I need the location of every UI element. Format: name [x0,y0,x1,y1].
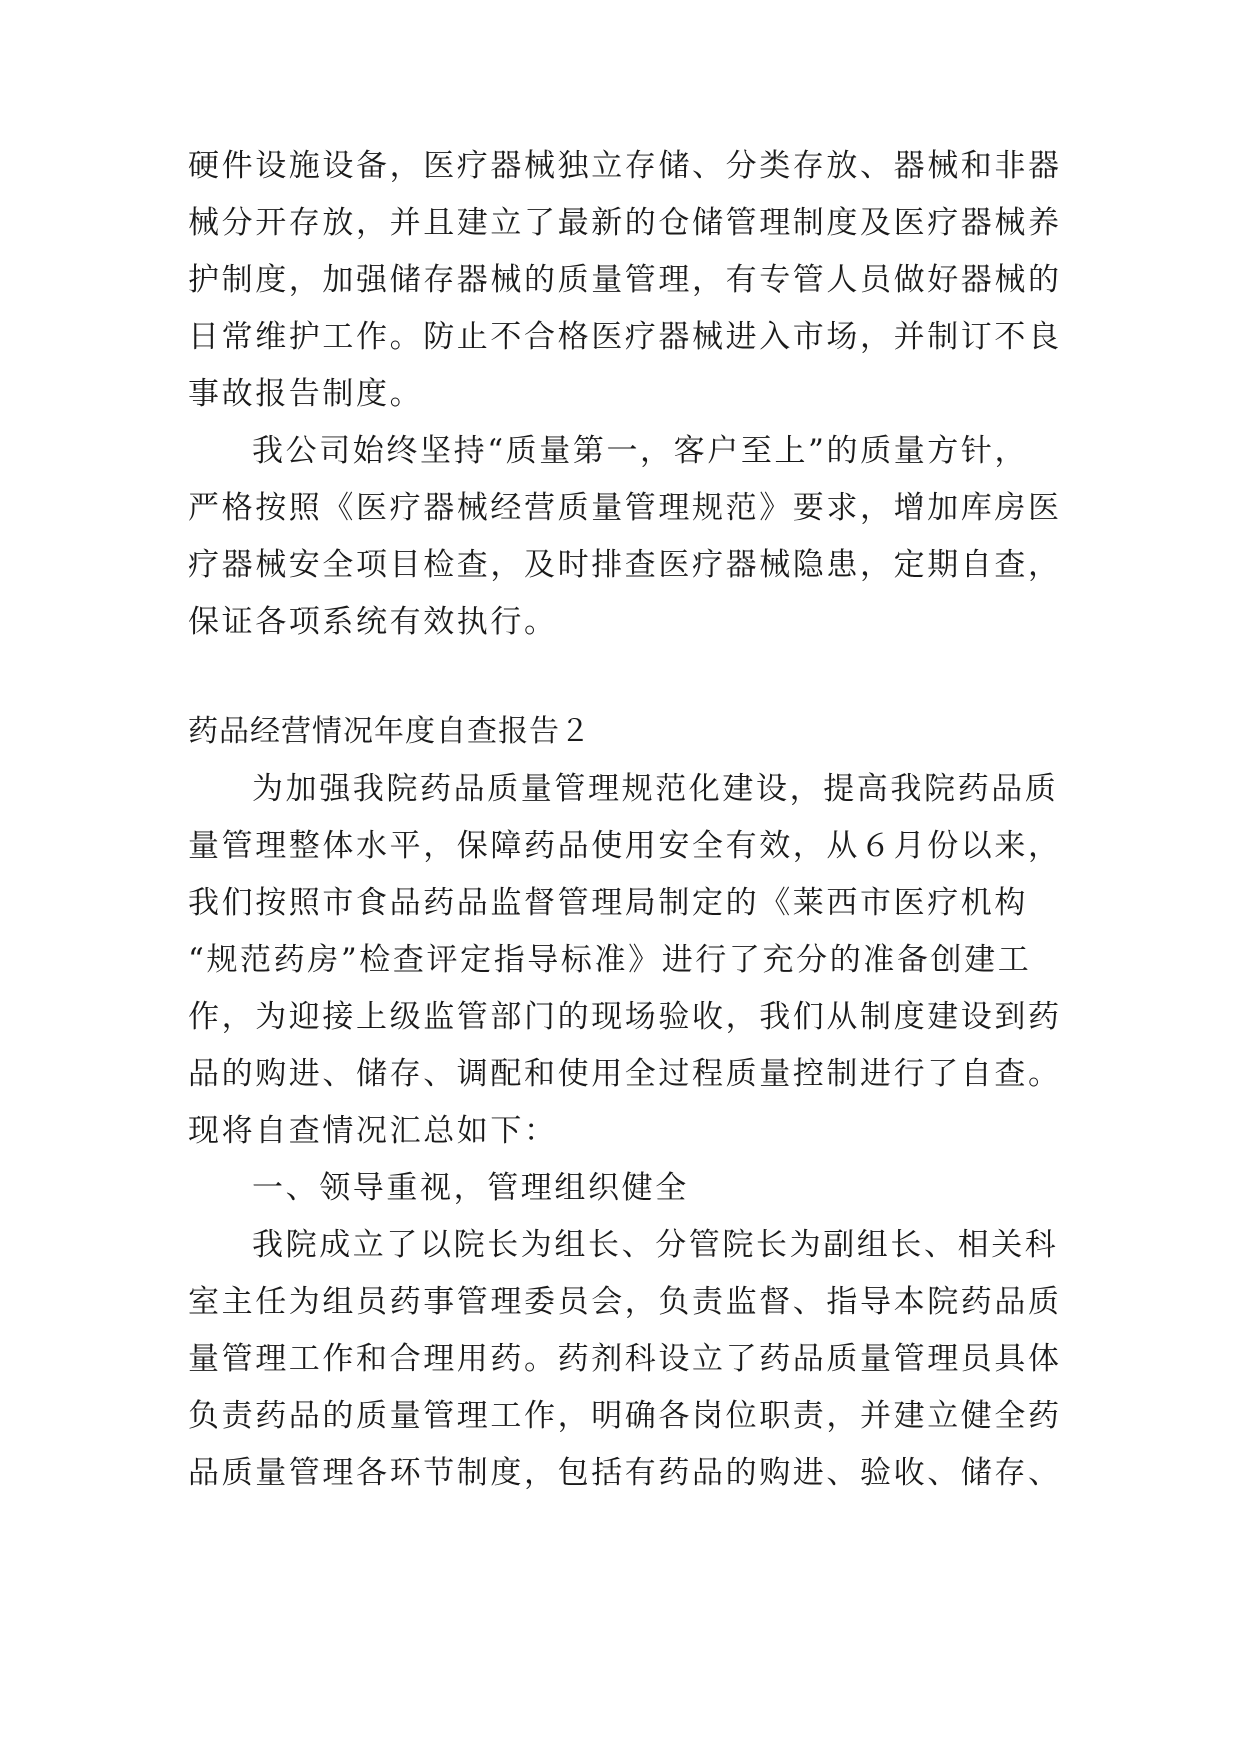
text-line: 品的购进、储存、调配和使用全过程质量控制进行了自查。 [188,1056,1062,1092]
text-line: 日常维护工作。防止不合格医疗器械进入市场，并制订不良 [188,319,1062,355]
text-line: 护制度，加强储存器械的质量管理，有专管人员做好器械的 [188,262,1062,298]
text-line: 严格按照《医疗器械经营质量管理规范》要求，增加库房医 [188,490,1062,526]
text-line: 量管理整体水平，保障药品使用安全有效，从６月份以来， [188,828,1062,864]
text-line: 疗器械安全项目检查，及时排查医疗器械隐患，定期自查， [188,547,1062,583]
text-line: 负责药品的质量管理工作，明确各岗位职责，并建立健全药 [188,1398,1062,1434]
text-line: 保证各项系统有效执行。 [188,604,558,640]
text-line: 作，为迎接上级监管部门的现场验收，我们从制度建设到药 [188,999,1062,1035]
paragraph-first-line: 我公司始终坚持“质量第一，客户至上”的质量方针， [252,433,1029,469]
text-line: 事故报告制度。 [188,376,424,412]
text-line: 硬件设施设备，医疗器械独立存储、分类存放、器械和非器 [188,148,1062,184]
text-line: 量管理工作和合理用药。药剂科设立了药品质量管理员具体 [188,1341,1062,1377]
text-line: 械分开存放，并且建立了最新的仓储管理制度及医疗器械养 [188,205,1062,241]
text-line: 品质量管理各环节制度，包括有药品的购进、验收、储存、 [188,1455,1062,1491]
paragraph-first-line: 我院成立了以院长为组长、分管院长为副组长、相关科 [252,1227,1059,1263]
text-line: 室主任为组员药事管理委员会，负责监督、指导本院药品质 [188,1284,1062,1320]
section-subheading: 一、领导重视，管理组织健全 [252,1170,689,1206]
paragraph-first-line: 为加强我院药品质量管理规范化建设，提高我院药品质 [252,771,1059,807]
text-line: “规范药房”检查评定指导标准》进行了充分的准备创建工 [188,942,1032,978]
text-line: 我们按照市食品药品监督管理局制定的《莱西市医疗机构 [188,885,1028,921]
text-line: 现将自查情况汇总如下： [188,1113,558,1149]
report-title: 药品经营情况年度自查报告２ [188,714,591,749]
